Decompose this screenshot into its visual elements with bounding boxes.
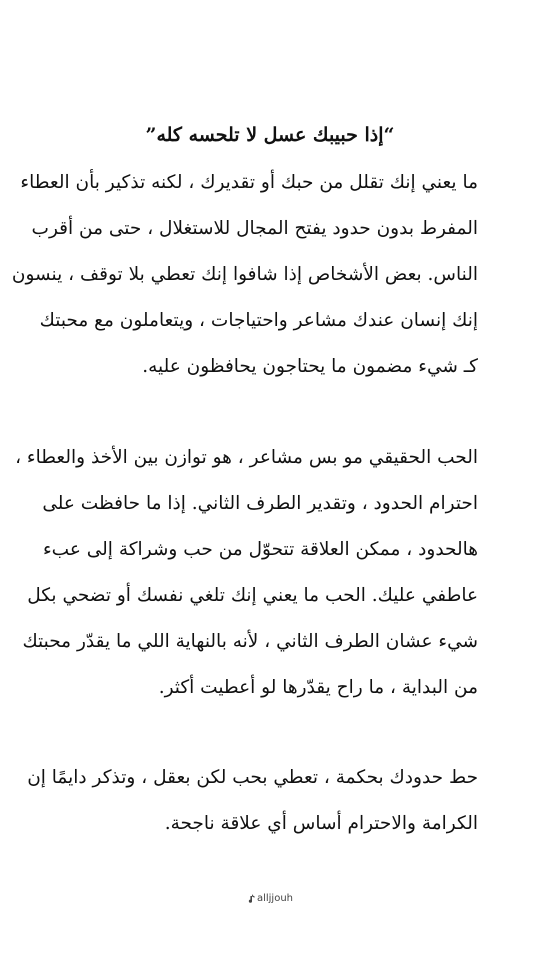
paragraph-2-line-4: عاطفي عليك. الحب ما يعني إنك تلغي نفسك أو تضحي بكل <box>27 585 478 606</box>
paragraph-2-line-1: الحب الحقيقي مو بس مشاعر ، هو توازن بين الأخذ والعطاء ، <box>15 447 478 468</box>
paragraph-1-line-3: الناس. بعض الأشخاص إذا شافوا إنك تعطي بلا توقف ، ينسون <box>11 264 478 285</box>
paragraph-3-line-1: حط حدودك بحكمة ، تعطي بحب لكن بعقل ، وتذكر دايمًا إن <box>27 767 478 788</box>
post-title: “إذا حبيبك عسل لا تلحسه كله” <box>145 124 395 146</box>
paragraph-1-line-1: ما يعني إنك تقلل من حبك أو تقديرك ، لكنه تذكير بأن العطاء <box>20 172 478 193</box>
paragraph-1-line-5: كـ شيء مضمون ما يحتاجون يحافظون عليه. <box>142 356 478 377</box>
paragraph-2-line-2: احترام الحدود ، وتقدير الطرف الثاني. إذا ما حافظت على <box>42 493 478 514</box>
paragraph-2-line-6: من البداية ، ما راح يقدّرها لو أعطيت أكثر. <box>158 677 478 698</box>
paragraph-1-line-4: إنك إنسان عندك مشاعر واحتياجات ، ويتعاملون مع محبتك <box>39 310 478 331</box>
footer-handle: alljjouh <box>256 893 294 904</box>
paragraph-2-line-5: شيء عشان الطرف الثاني ، لأنه بالنهاية اللي ما يقدّر محبتك <box>22 631 478 652</box>
paragraph-1-line-2: المفرط بدون حدود يفتح المجال للاستغلال ، حتى من أقرب <box>31 218 478 239</box>
paragraph-3-line-2: الكرامة والاحترام أساس أي علاقة ناجحة. <box>164 813 478 834</box>
paragraph-2-line-3: هالحدود ، ممكن العلاقة تتحوّل من حب وشراكة إلى عبء <box>42 539 478 560</box>
footer-watermark <box>0 893 540 904</box>
music-note-icon <box>247 894 255 904</box>
